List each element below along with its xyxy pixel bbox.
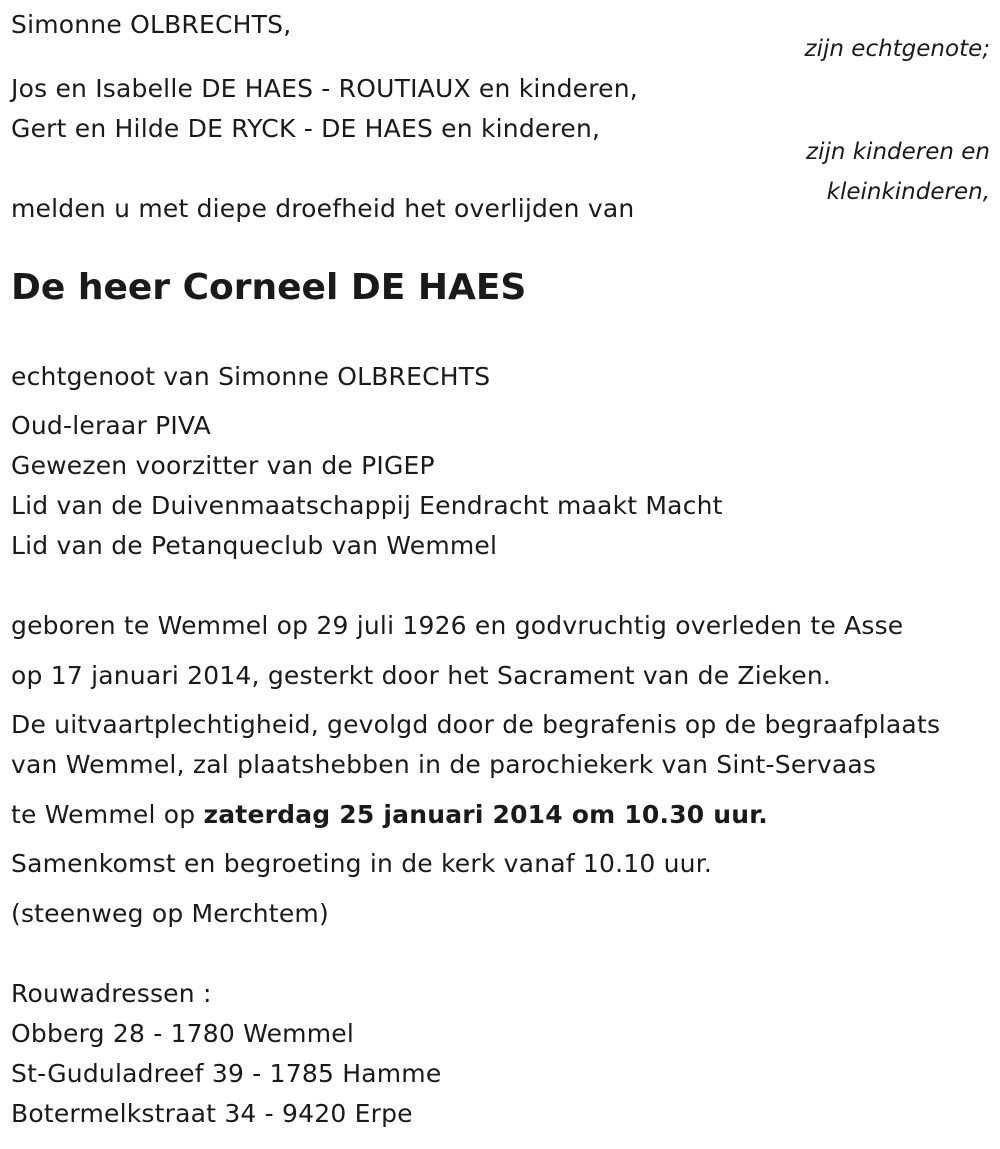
detail-funeral-1: De uitvaartplechtigheid, gevolgd door de begrafenis op de begraafplaats xyxy=(11,710,941,739)
relation-children-1: zijn kinderen en xyxy=(806,139,990,165)
detail-funeral-date-prefix: te Wemmel op xyxy=(11,800,204,829)
detail-funeral-2: van Wemmel, zal plaatshebben in de parochiekerk van Sint-Servaas xyxy=(11,750,877,779)
detail-funeral-date-time: zaterdag 25 januari 2014 om 10.30 uur. xyxy=(203,800,768,829)
intro-line-spouse: Simonne OLBRECHTS, xyxy=(11,10,292,39)
title-pigeon-club: Lid van de Duivenmaatschappij Eendracht maakt Macht xyxy=(11,491,723,520)
intro-line-children-1: Jos en Isabelle DE HAES - ROUTIAUX en kinderen, xyxy=(11,74,638,103)
title-petanque-club: Lid van de Petanqueclub van Wemmel xyxy=(11,531,498,560)
detail-birth: geboren te Wemmel op 29 juli 1926 en godvruchtig overleden te Asse xyxy=(11,611,904,640)
intro-line-children-2: Gert en Hilde DE RYCK - DE HAES en kinderen, xyxy=(11,114,601,143)
title-chairman: Gewezen voorzitter van de PIGEP xyxy=(11,451,435,480)
detail-gathering: Samenkomst en begroeting in de kerk vanaf 10.10 uur. xyxy=(11,849,713,878)
relation-spouse: zijn echtgenote; xyxy=(804,36,990,62)
detail-funeral-date xyxy=(11,800,768,830)
title-teacher: Oud-leraar PIVA xyxy=(11,411,211,440)
address-item-1: Obberg 28 - 1780 Wemmel xyxy=(11,1019,355,1048)
deceased-name: De heer Corneel DE HAES xyxy=(11,267,527,308)
relation-children-2: kleinkinderen, xyxy=(826,179,990,205)
detail-death: op 17 januari 2014, gesterkt door het Sacrament van de Zieken. xyxy=(11,661,832,690)
address-item-3: Botermelkstraat 34 - 9420 Erpe xyxy=(11,1099,413,1128)
intro-announcement: melden u met diepe droefheid het overlijden van xyxy=(11,194,635,223)
detail-church-street: (steenweg op Merchtem) xyxy=(11,899,329,928)
addresses-heading: Rouwadressen : xyxy=(11,979,212,1008)
title-spouse-of: echtgenoot van Simonne OLBRECHTS xyxy=(11,362,491,391)
address-item-2: St-Guduladreef 39 - 1785 Hamme xyxy=(11,1059,442,1088)
